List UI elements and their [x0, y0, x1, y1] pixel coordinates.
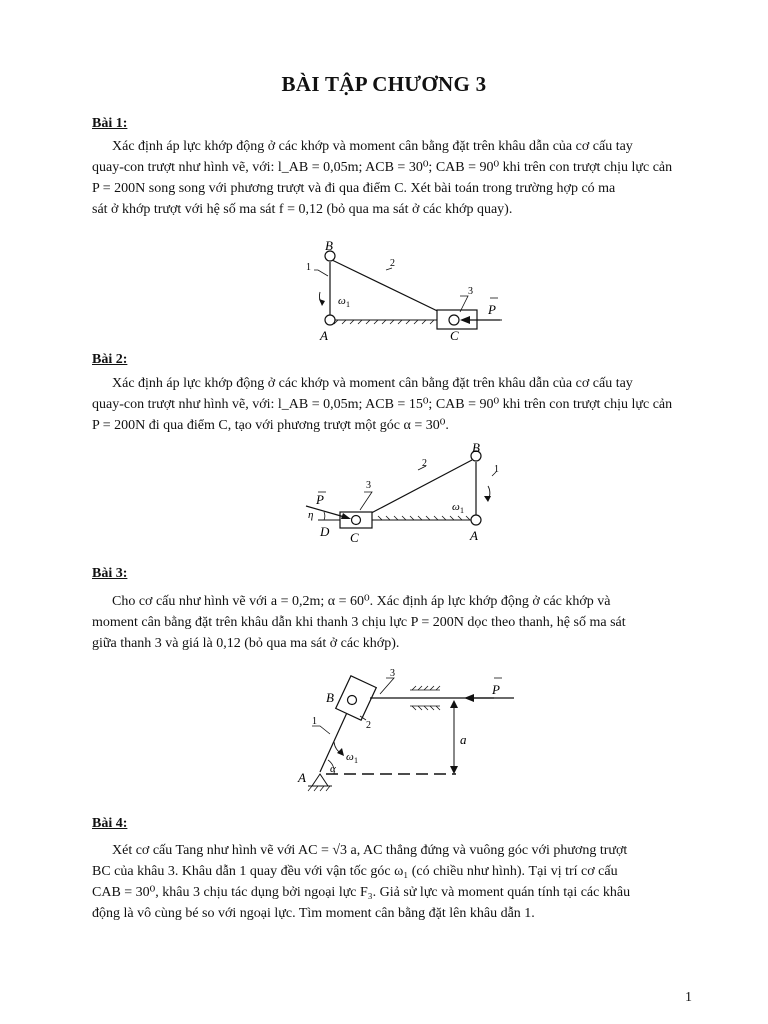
- problem-4-text: [92, 840, 698, 924]
- label-omega-sub: 1: [346, 300, 350, 309]
- problem-1-line-2: quay-con trượt như hình vẽ, với: l_AB = 0,05m; ACB = 30⁰; CAB = 90⁰ khi trên con trượt chịu lực cản: [92, 160, 673, 175]
- problem-3-text: [92, 591, 698, 654]
- label-omega: ω: [338, 295, 346, 307]
- label-link-3: 3: [366, 480, 371, 491]
- problem-2-text: [92, 373, 698, 436]
- joint-a: [325, 315, 335, 325]
- joint-c: [449, 315, 459, 325]
- label-c: C: [350, 530, 359, 545]
- problem-2-line-3: P = 200N đi qua điểm C, tạo với phương trượt một góc α = 30⁰.: [92, 418, 449, 433]
- label-link-1: 1: [494, 464, 499, 475]
- label-a: A: [320, 328, 328, 343]
- problem-1-line-1: Xác định áp lực khớp động ở các khớp và moment cân bằng đặt trên khâu dẫn của cơ cấu tay: [112, 139, 633, 154]
- label-link-2: 2: [390, 258, 395, 269]
- problem-3-line-1: Cho cơ cấu như hình vẽ với a = 0,2m; α = 60⁰. Xác định áp lực khớp động ở các khớp và: [112, 594, 611, 609]
- problem-2-line-2: quay-con trượt như hình vẽ, với: l_AB = 0,05m; ACB = 15⁰; CAB = 90⁰ khi trên con trượt chịu lực cản: [92, 397, 673, 412]
- label-omega: ω: [452, 501, 460, 513]
- label-omega-sub: 1: [354, 756, 358, 765]
- problem-4-heading: Bài 4:: [92, 816, 128, 831]
- label-eta: η: [308, 509, 314, 521]
- joint-c: [352, 516, 361, 525]
- label-c: C: [450, 328, 459, 343]
- problem-4-line-1: Xét cơ cấu Tang như hình vẽ với AC = √3 a, AC thẳng đứng và vuông góc với phương trượt: [112, 843, 628, 858]
- problem-2-heading: Bài 2:: [92, 352, 128, 367]
- label-omega: ω: [346, 751, 354, 763]
- problem-4-line-4: động là vô cùng bé so với ngoại lực. Tìm moment cân bằng đặt lên khâu dẫn 1.: [92, 906, 535, 921]
- page-title: BÀI TẬP CHƯƠNG 3: [281, 72, 487, 96]
- problem-1-line-4: sát ở khớp trượt với hệ số ma sát f = 0,12 (bỏ qua ma sát ở các khớp quay).: [92, 202, 513, 217]
- label-d: D: [320, 524, 330, 539]
- figure-2-slider-crank: [298, 442, 518, 550]
- figure-1-slider-crank: [290, 232, 520, 348]
- label-link-1: 1: [306, 262, 311, 273]
- label-b: B: [472, 442, 480, 455]
- problem-3-heading: Bài 3:: [92, 566, 128, 581]
- joint-a: [471, 515, 481, 525]
- label-link-3: 3: [468, 286, 473, 297]
- label-a: A: [470, 528, 478, 543]
- page-number: 1: [685, 990, 692, 1005]
- problem-1-heading: Bài 1:: [92, 116, 128, 131]
- label-force-p: P: [488, 302, 496, 317]
- label-link-2: 2: [422, 458, 427, 469]
- label-link-2: 2: [366, 720, 371, 731]
- label-a: A: [298, 770, 306, 785]
- problem-4-line-2: BC của khâu 3. Khâu dẫn 1 quay đều với vận tốc góc ω₁ (có chiều như hình). Tại vị trí cơ cấu: [92, 864, 618, 879]
- label-force-p: P: [316, 492, 324, 507]
- label-dimension-a: a: [460, 732, 467, 747]
- problem-1-text: [92, 136, 698, 220]
- problem-2-line-1: Xác định áp lực khớp động ở các khớp và moment cân bằng đặt trên khâu dẫn của cơ cấu tay: [112, 376, 633, 391]
- joint-b: [348, 696, 357, 705]
- label-link-3: 3: [390, 668, 395, 679]
- problem-3-line-3: giữa thanh 3 và giá là 0,12 (bỏ qua ma sát ở các khớp).: [92, 636, 400, 651]
- label-b: B: [325, 238, 333, 253]
- label-force-p: P: [492, 682, 500, 697]
- label-alpha: α: [330, 763, 336, 775]
- problem-4-line-3: CAB = 30⁰, khâu 3 chịu tác dụng bởi ngoại lực F₃. Giả sử lực và moment quán tính tại các khâu: [92, 885, 631, 900]
- label-link-1: 1: [312, 716, 317, 727]
- problem-1-line-3: P = 200N song song với phương trượt và đi qua điểm C. Xét bài toán trong trường hợp có ma: [92, 181, 616, 196]
- problem-3-line-2: moment cân bằng đặt trên khâu dẫn khi thanh 3 chịu lực P = 200N dọc theo thanh, hệ số ma sát: [92, 615, 626, 630]
- figure-3-mechanism: [290, 668, 520, 802]
- label-omega-sub: 1: [460, 506, 464, 515]
- label-b: B: [326, 690, 334, 705]
